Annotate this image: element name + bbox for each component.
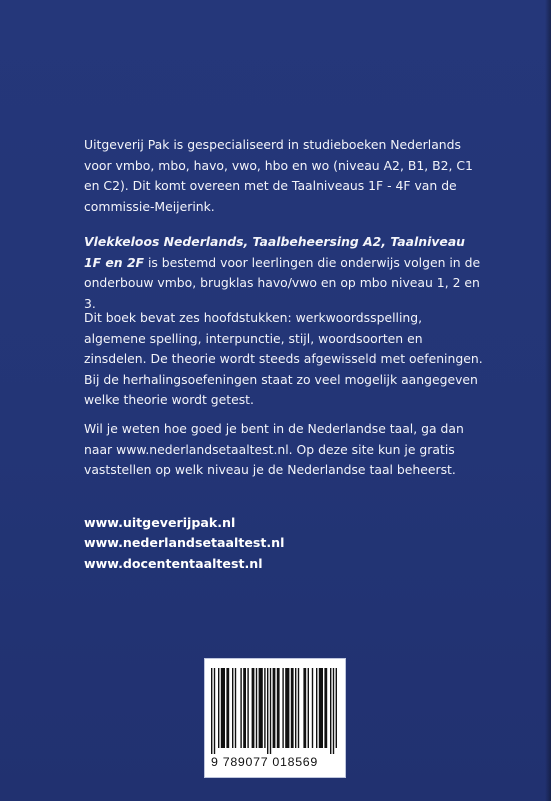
barcode-bar	[256, 668, 257, 748]
barcode-bar	[221, 668, 225, 748]
isbn-barcode	[204, 658, 346, 778]
barcode-bar	[240, 668, 241, 748]
barcode-bar	[333, 668, 334, 754]
barcode-bar	[252, 668, 255, 748]
barcode-bar	[303, 668, 306, 748]
barcode-bar	[218, 668, 219, 748]
book-description-paragraph	[84, 232, 484, 314]
barcode-bar	[336, 668, 337, 748]
barcode-bar	[312, 668, 313, 748]
cover-edge-shadow	[545, 0, 551, 801]
isbn-number: 9 789077 018569	[211, 755, 318, 769]
barcode-bar	[324, 668, 327, 748]
barcode-bar	[214, 668, 215, 754]
link-nederlandsetaaltest[interactable]: www.nederlandsetaaltest.nl	[84, 535, 285, 551]
barcode-bar	[277, 668, 280, 748]
book-description-text: is bestemd voor leerlingen die onderwijs volgen in de onderbouw vmbo, brugklas havo/vwo en op mbo niveau 1, 2 en 3.	[84, 254, 481, 311]
barcode-bar	[330, 668, 331, 754]
barcode-bar	[295, 668, 296, 748]
barcode-bar	[298, 668, 299, 748]
barcode-bar	[259, 668, 263, 748]
barcode-bar	[270, 668, 271, 754]
barcode-bar	[264, 668, 265, 748]
barcode-bar	[232, 668, 233, 748]
barcode-bar	[273, 668, 276, 748]
barcode-bar	[285, 668, 289, 748]
website-links	[84, 513, 284, 574]
link-docententaaltest[interactable]: www.docententaaltest.nl	[84, 555, 263, 571]
barcode-bar	[267, 668, 268, 754]
website-paragraph: Wil je weten hoe goed je bent in de Nederlandse taal, ga dan naar www.nederlandsetaaltest.nl. Op deze site kun je gratis vaststellen op welk niveau je de Nederlandse taal beheerst.	[84, 421, 464, 478]
barcode-bar	[247, 668, 248, 748]
barcode-bar	[319, 668, 323, 748]
barcode-bar	[226, 668, 229, 748]
barcode-bar	[282, 668, 283, 748]
barcode-bar	[243, 668, 246, 748]
book-title: Vlekkeloos Nederlands, Taalbeheersing A2, Taalniveau 1F en 2F	[84, 234, 465, 270]
barcode-bar	[308, 668, 309, 748]
link-uitgeverijpak[interactable]: www.uitgeverijpak.nl	[84, 515, 236, 530]
intro-paragraph: Uitgeverij Pak is gespecialiseerd in studieboeken Nederlands voor vmbo, mbo, havo, vwo, hbo en wo (niveau A2, B1, B2, C1 en C2). Dit komt overeen met de Taalniveaus 1F - 4F van de commissie-Meijerink.	[84, 137, 473, 214]
barcode-bar	[316, 668, 317, 748]
contents-paragraph: Dit boek bevat zes hoofdstukken: werkwoordsspelling, algemene spelling, interpunctie, stijl, woordsoorten en zinsdelen. De theorie wordt steeds afgewisseld met oefeningen. Bij de herhalingsoefeningen staat zo veel mogelijk aangegeven welke theorie wordt getest.	[84, 310, 483, 408]
barcode-bar	[211, 668, 212, 754]
barcode-bars	[211, 668, 337, 754]
barcode-bar	[235, 668, 236, 748]
barcode-bar	[291, 668, 294, 748]
